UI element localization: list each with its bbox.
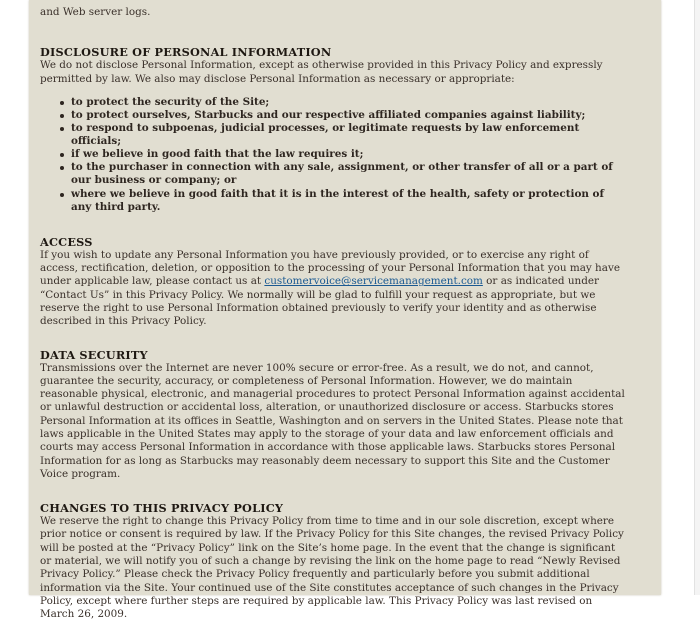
- list-item: to protect ourselves, Starbucks and our respective affiliated companies against liability;: [71, 109, 625, 122]
- changes-heading: CHANGES TO THIS PRIVACY POLICY: [40, 501, 284, 516]
- section-data-security: [40, 348, 625, 482]
- section-changes: [40, 501, 625, 621]
- disclosure-list: [40, 96, 625, 214]
- changes-body: We reserve the right to change this Privacy Policy from time to time and in our sole discretion, except where prior notice or consent is required by law. If the Privacy Policy for this Site changes, the revised Privacy Policy will be posted at the “Privacy Policy” link on the Site’s home page. In the event that the change is significant or material, we will notify you of such a change by revising the link on the home page to read “Newly Revised Privacy Policy.” Please check the Privacy Policy frequently and particularly before you submit additional information via the Site. Your continued use of the Site constitutes acceptance of such changes in the Privacy Policy, except where further steps are required by applicable law. This Privacy Policy was last revised on March 26, 2009.: [40, 515, 624, 621]
- access-body: [40, 249, 625, 329]
- section-disclosure: [40, 45, 625, 213]
- disclosure-heading: DISCLOSURE OF PERSONAL INFORMATION: [40, 45, 332, 60]
- access-body-after: or as indicated under “Contact Us” in this Privacy Policy. We normally will be glad to fulfill your request as appropriate, but we reserve the right to use Personal Information obtained previously to verify your identity and as otherwise described in this Privacy Policy.: [40, 275, 599, 328]
- list-item: where we believe in good faith that it is in the interest of the health, safety or protection of any third party.: [71, 188, 625, 214]
- list-item: if we believe in good faith that the law requires it;: [71, 148, 625, 161]
- access-heading: ACCESS: [40, 234, 93, 249]
- intro-fragment: and Web server logs.: [40, 6, 151, 18]
- list-item: to protect the security of the Site;: [71, 96, 625, 109]
- disclosure-body: We do not disclose Personal Information, except as otherwise provided in this Privacy Policy and expressly permitted by law. We also may disclose Personal Information as necessary or appropriate:: [40, 59, 603, 85]
- data-security-body: Transmissions over the Internet are never 100% secure or error-free. As a result, we do not, and cannot, guarantee the security, accuracy, or completeness of Personal Information. However, we do maintain reasonable physical, electronic, and managerial procedures to protect Personal Information against accidental or unlawful destruction or accidental loss, alteration, or unauthorized disclosure or access. Starbucks stores Personal Information at its offices in Seattle, Washington and on servers in the United States. Please note that laws applicable in the United States may apply to the storage of your data and law enforcement officials and courts may access Personal Information in accordance with those applicable laws. Starbucks stores Personal Information for as long as Starbucks may reasonably deem necessary to support this Site and the Customer Voice program.: [40, 361, 625, 480]
- list-item: to respond to subpoenas, judicial processes, or legitimate requests by law enforcement officials;: [71, 122, 625, 148]
- list-item: to the purchaser in connection with any sale, assignment, or other transfer of all or a part of our business or company; or: [71, 161, 625, 187]
- email-link[interactable]: customervoice@servicemanagement.com: [264, 275, 483, 288]
- access-body-before: If you wish to update any Personal Information you have previously provided, or to exercise any right of access, rectification, deletion, or opposition to the processing of your Personal Information that you may have under applicable law, please contact us at: [40, 248, 620, 288]
- vertical-scrollbar[interactable]: [694, 0, 700, 595]
- privacy-policy-content: [40, 0, 625, 622]
- section-access: [40, 235, 625, 329]
- data-security-heading: DATA SECURITY: [40, 347, 148, 362]
